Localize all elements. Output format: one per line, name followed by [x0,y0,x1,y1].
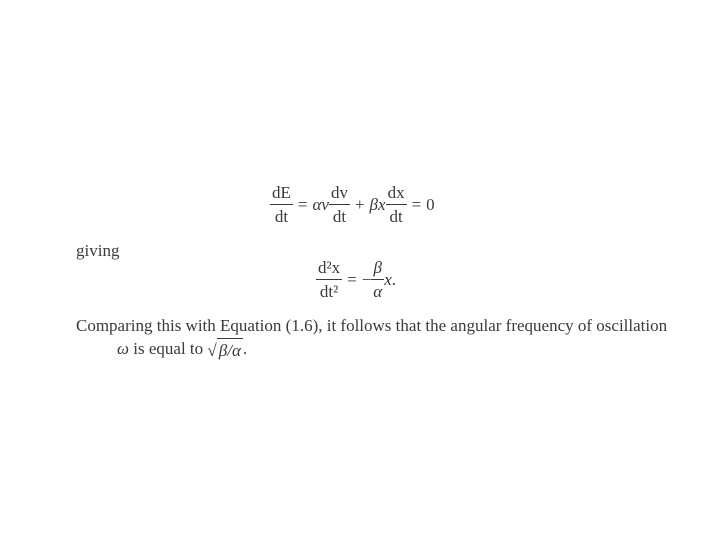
fraction-d2x-dt2 [316,259,342,301]
sentence-period: . [242,339,248,358]
plus-sign: + [354,194,365,214]
equals-sign: = [411,194,422,214]
equation-second-derivative [316,259,396,301]
fraction-numerator: dv [330,183,348,202]
fraction-numerator: dx [387,183,405,202]
coefficient-alpha-v: αv [312,194,329,214]
fraction-denominator: α [373,281,383,301]
is-equal-to-text: is equal to [133,339,204,358]
fraction-bar [329,204,350,205]
equals-sign: = [297,194,308,214]
fraction-beta-alpha [371,259,384,301]
equals-sign: = [347,269,357,289]
minus-sign: − [361,269,372,289]
square-root-expression [207,338,242,362]
rhs-zero: 0 [426,194,435,214]
fraction-denominator: dt [389,206,403,226]
fraction-numerator: β [373,258,382,277]
omega-symbol: ω [117,339,130,358]
paragraph-line-1: Comparing this with Equation (1.6), it follows that the angular frequency of oscillation [76,316,668,335]
fraction-dv-dt [329,184,350,226]
fraction-bar [316,279,342,280]
fraction-denominator: dt [274,206,289,226]
fraction-numerator: d²x [318,258,341,277]
equation-period: . [391,269,397,289]
fraction-bar [371,279,384,280]
fraction-dx-dt [386,184,407,226]
fraction-bar [386,204,407,205]
coefficient-beta-x: βx [369,194,386,214]
fraction-bar [270,204,293,205]
giving-text: giving [76,241,120,260]
fraction-dE-dt [270,184,293,226]
variable-x: x [384,269,392,289]
fraction-numerator: dE [272,183,291,202]
sqrt-radicand: β/α [217,338,243,362]
fraction-denominator: dt [332,206,347,226]
equation-energy-derivative [270,184,435,226]
fraction-denominator: dt² [319,281,339,301]
paragraph-line-2 [117,338,247,362]
radical-sign-icon: √ [207,341,217,361]
